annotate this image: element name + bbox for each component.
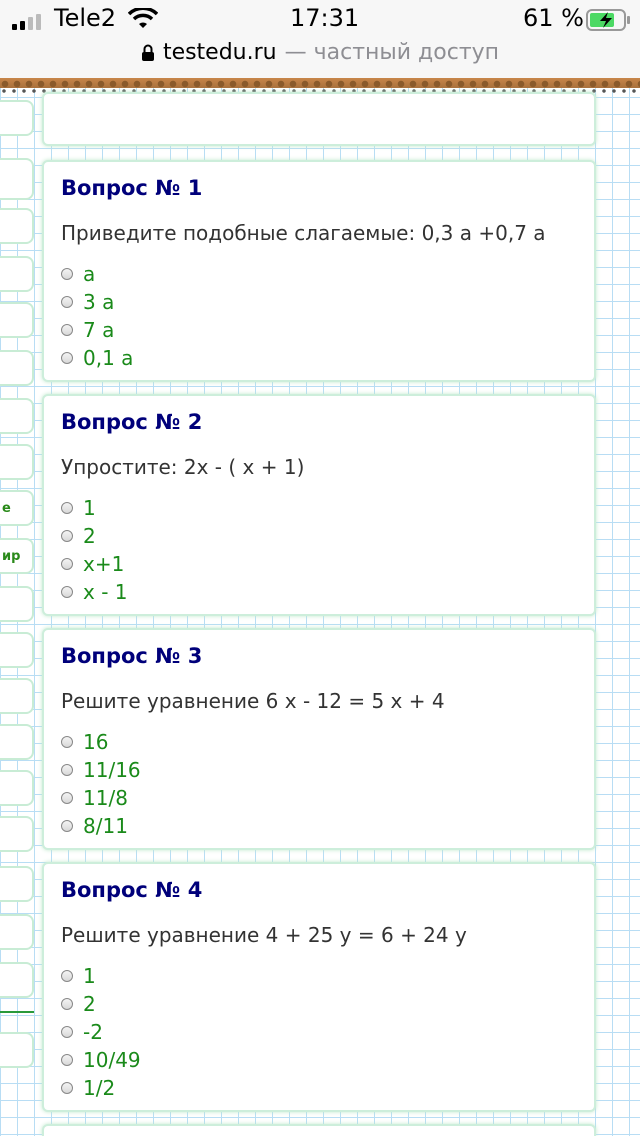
status-bar xyxy=(0,0,640,78)
question-title: Вопрос № 2 xyxy=(61,410,203,434)
radio-button[interactable] xyxy=(61,1026,73,1038)
sidebar-tab[interactable] xyxy=(0,770,34,806)
sidebar-tab[interactable] xyxy=(0,632,34,668)
radio-button[interactable] xyxy=(61,736,73,748)
sidebar-tab[interactable] xyxy=(0,678,34,714)
sidebar-tab[interactable] xyxy=(0,256,34,292)
radio-button[interactable] xyxy=(61,502,73,514)
answer-label[interactable]: х+1 xyxy=(83,552,125,576)
sidebar-tab[interactable] xyxy=(0,158,34,200)
sidebar-link-partial[interactable] xyxy=(0,538,34,574)
radio-button[interactable] xyxy=(61,1082,73,1094)
answer-option[interactable] xyxy=(61,316,114,344)
answer-label[interactable]: 16 xyxy=(83,730,109,754)
sidebar-tab[interactable] xyxy=(0,962,34,998)
question-text: Решите уравнение 6 х - 12 = 5 х + 4 xyxy=(61,689,445,713)
carrier-name: Tele2 xyxy=(54,4,117,32)
sidebar-tab[interactable] xyxy=(0,816,34,852)
answer-option[interactable] xyxy=(61,344,133,372)
answer-option[interactable] xyxy=(61,550,124,578)
next-question-card-partial xyxy=(42,1124,596,1136)
radio-button[interactable] xyxy=(61,558,73,570)
sidebar-tab[interactable] xyxy=(0,100,34,136)
sidebar-tab[interactable] xyxy=(0,444,34,480)
answer-option[interactable] xyxy=(61,728,108,756)
sidebar-link-partial[interactable] xyxy=(0,490,34,526)
radio-button[interactable] xyxy=(61,530,73,542)
radio-button[interactable] xyxy=(61,296,73,308)
sidebar-tab[interactable] xyxy=(0,1032,34,1068)
url-domain: testedu.ru xyxy=(162,40,277,65)
wifi-icon xyxy=(128,8,158,30)
question-text: Приведите подобные слагаемые: 0,3 а +0,7 а xyxy=(61,221,546,245)
question-card xyxy=(42,628,596,850)
radio-button[interactable] xyxy=(61,792,73,804)
sidebar-tab[interactable] xyxy=(0,586,34,622)
answer-label[interactable]: 0,1 а xyxy=(83,346,134,370)
answer-label[interactable]: 1/2 xyxy=(83,1076,116,1100)
radio-button[interactable] xyxy=(61,268,73,280)
answer-option[interactable] xyxy=(61,260,95,288)
url-private-label: — частный доступ xyxy=(284,40,500,65)
battery-percentage: 61 % xyxy=(523,4,584,32)
answer-option[interactable] xyxy=(61,756,141,784)
radio-button[interactable] xyxy=(61,820,73,832)
sidebar-tab[interactable] xyxy=(0,866,34,902)
sidebar-tab[interactable] xyxy=(0,724,34,760)
sidebar-tab[interactable] xyxy=(0,208,34,244)
answer-option[interactable] xyxy=(61,522,96,550)
question-card xyxy=(42,394,596,616)
question-card xyxy=(42,160,596,382)
answer-option[interactable] xyxy=(61,990,96,1018)
answer-option[interactable] xyxy=(61,812,128,840)
answer-label[interactable]: 3 а xyxy=(83,290,115,314)
radio-button[interactable] xyxy=(61,970,73,982)
question-text: Упростите: 2х - ( х + 1) xyxy=(61,455,305,479)
url-bar[interactable] xyxy=(0,40,640,74)
sidebar-divider xyxy=(0,1011,34,1013)
answer-option[interactable] xyxy=(61,1046,141,1074)
answer-option[interactable] xyxy=(61,1074,115,1102)
answer-label[interactable]: 7 а xyxy=(83,318,115,342)
answer-label[interactable]: 10/49 xyxy=(83,1048,141,1072)
lock-icon xyxy=(141,44,155,62)
sidebar-tab-label: е xyxy=(2,500,11,516)
question-title: Вопрос № 1 xyxy=(61,176,203,200)
question-title: Вопрос № 3 xyxy=(61,644,203,668)
battery-charging-icon xyxy=(586,9,632,31)
notebook-spiral-binding xyxy=(0,78,640,88)
answer-label[interactable]: х - 1 xyxy=(83,580,128,604)
answer-label[interactable]: 8/11 xyxy=(83,814,128,838)
answer-option[interactable] xyxy=(61,962,96,990)
radio-button[interactable] xyxy=(61,1054,73,1066)
answer-option[interactable] xyxy=(61,288,114,316)
sidebar-tab[interactable] xyxy=(0,302,34,338)
sidebar-tab-label: ир xyxy=(2,548,21,564)
answer-label[interactable]: 2 xyxy=(83,524,96,548)
radio-button[interactable] xyxy=(61,998,73,1010)
question-card xyxy=(42,862,596,1112)
answer-label[interactable]: -2 xyxy=(83,1020,103,1044)
answer-option[interactable] xyxy=(61,578,128,606)
radio-button[interactable] xyxy=(61,352,73,364)
sidebar-tab[interactable] xyxy=(0,350,34,386)
sidebar-tab[interactable] xyxy=(0,398,34,434)
answer-label[interactable]: 2 xyxy=(83,992,96,1016)
sidebar-tab[interactable] xyxy=(0,914,34,950)
empty-card xyxy=(42,92,596,146)
answer-label[interactable]: 1 xyxy=(83,964,96,988)
question-title: Вопрос № 4 xyxy=(61,878,203,902)
answer-label[interactable]: 11/8 xyxy=(83,786,128,810)
answer-option[interactable] xyxy=(61,1018,103,1046)
clock-time: 17:31 xyxy=(290,4,360,32)
radio-button[interactable] xyxy=(61,324,73,336)
answer-option[interactable] xyxy=(61,494,96,522)
answer-label[interactable]: 11/16 xyxy=(83,758,141,782)
question-text: Решите уравнение 4 + 25 у = 6 + 24 у xyxy=(61,923,467,947)
radio-button[interactable] xyxy=(61,764,73,776)
cellular-signal-icon xyxy=(12,14,46,30)
radio-button[interactable] xyxy=(61,586,73,598)
answer-label[interactable]: а xyxy=(83,262,96,286)
answer-option[interactable] xyxy=(61,784,128,812)
answer-label[interactable]: 1 xyxy=(83,496,96,520)
